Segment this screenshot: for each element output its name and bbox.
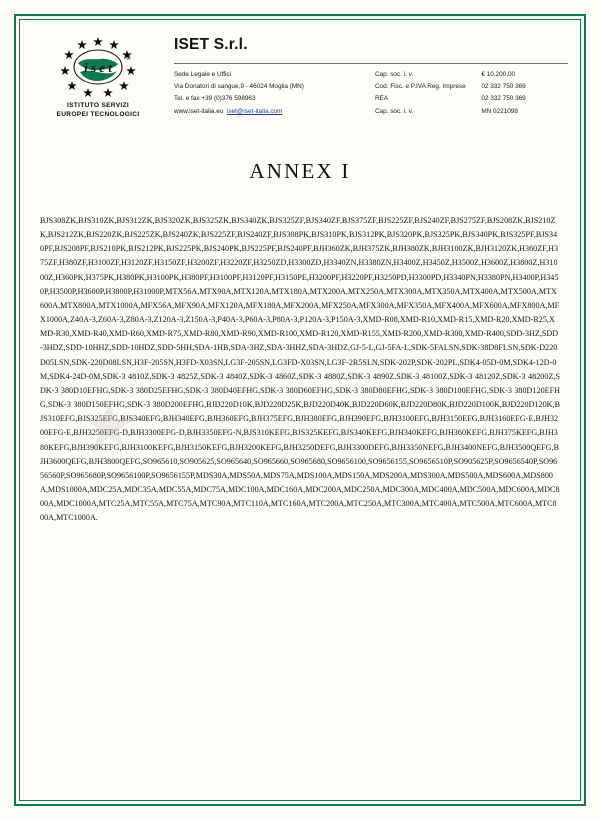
web-contact-cell xyxy=(174,106,375,118)
codes-section xyxy=(32,214,568,525)
phone-value: Tel. e fax +39 (0)376 598963 xyxy=(174,95,256,103)
rea-value: 02 332 750 369 xyxy=(481,95,526,103)
registry-value: MN 0221098 xyxy=(481,107,518,115)
product-codes-text: BJS308ZK,BJS310ZK,BJS312ZK,BJS320ZK,BJS325ZK,BJS340ZK,BJS325ZF,BJS340ZF,BJS375ZF,BJS225ZF,BJS240ZF,BJS275ZF,BJS208ZK,BJS210ZK,BJS212ZK,BJS220ZK,BJS225ZK,BJS240ZK,BJS225ZF,BJS240ZF,BJS308PK,BJS310PK,BJS312PK,BJS320PK,BJS325PK,BJS340PK,BJS325PF,BJS340PF,BJS208PF,BJS210PK,BJS212PK,BJS225PK,BJS240PK,BJS225PF,BJS240PF,BJH360ZK,BJH375ZK,BJH380ZK,BJH3100ZK,BJH3120ZK,H360ZF,H375ZF,H380ZF,H3100ZF,H3120ZF,H3150ZF,H3200ZF,H3220ZF,H3250ZD,H3300ZD,H3340ZN,H3380ZN,H3400Z,H3450Z,H3500Z,H3600Z,H3800Z,H31000Z,H360PK,H375PK,H380PK,H3100PK,H380PF,H3100PF,H3120PF,H3150PE,H3200PF,H3220PF,H3250PD,H3300PD,H3340PN,H3380PN,H3400P,H3450P,H3500P,H3600P,H3800P,H31000P,MTX56A,MTX90A,MTX120A,MTX180A,MTX200A,MTX250A,MTX300A,MTX350A,MTX400A,MTX500A,MTX600A,MTX800A,MTX1000A,MFX56A,MFX90A,MFX120A,MFX180A,MFX200A,MFX250A,MFX300A,MFX350A,MFX400A,MFX600A,MFX800A,MFX1000A,Z40A-3,Z60A-3,Z80A-3,Z120A-3,Z150A-3,P40A-3,P60A-3,P80A-3,P120A-3,P150A-3,XMD-R08,XMD-R10,XMD-R15,XMD-R20,XMD-R25,XMD-R30,XMD-R40,XMD-R60,XMD-R75,XMD-R80,XMD-R90,XMD-R100,XMD-R120,XMD-R155,XMD-R200,XMD-R300,XMD-R400,SDD-3HZ,SDD-3HDZ,SDD-10HHZ,SDD-10HDZ,SDD-5HH,SDA-1HB,SDA-3HZ,SDA-3HHZ,SDA-3HDZ,GJ-5-L,GJ-5FA-L,SDK-5FALSN,SDK-38D8FLSN,SDK-D220D05LSN,SDK-220D08LSN,H3F-205SN,H3FD-X03SN,LG3F-205SN,LG3FD-X03SN,LG3F-2R5SLN,SDK-202P,SDK-202PL,SDK4-05D-0M,SDK4-12D-0M,SDK4-24D-0M,SDK-3 4810Z,SDK-3 4825Z,SDK-3 4840Z,SDK-3 4860Z,SDK-3 4880Z,SDK-3 4890Z,SDK-3 48100Z,SDK-3 48120Z,SDK-3 48200Z,SDK-3 380D10EFHG,SDK-3 380D25EFHG,SDK-3 380D40EFHG,SDK-3 380D60EFHG,SDK-3 380D80EFHG,SDK-3 380D100EFHG,SDK-3 380D120EFHG,SDK-3 380D150EFHG,SDK-3 380D200EFHG,BJD220D10K,BJD220D25K,BJD220D40K,BJD220D60K,BJD220D80K,BJD220D100K,BJD220D120K,BJS310EFG,BJS325EFG,BJS340EFG,BJH340EFG,BJH360EFG,BJH375EFG,BJH380EFG,BJH390EFG,BJH3100EFG,BJH3150EFG,BJH3160EFG-E,BJH3200EFG-E,BJH3250EFG-D,BJH3300EFG-D,BJH3350EFG-N,BJS310KEFG,BJS325KEFG,BJS340KEFG,BJH340KEFG,BJH360KEFG,BJH375KEFG,BJH380KEFG,BJH390KEFG,BJH3100KEFG,BJH3150KEFG,BJH3200KEFG,BJH3250DEFG,BJH3300DEFG,BJH3350NEFG,BJH3400NEFG,BJH3500QEFG,BJH3600QEFG,BJH3800QEFG,SO965610,SO905625,SO965640,SO965660,SO965680,SO9656100,SO9656155,SO9656510P,SO905625P,SO9656540P,SO9656560P,SO965680P,SO9656100P,SO9656155P,MDS30A,MDS50A,MDS75A,MDS100A,MDS150A,MDS200A,MDS300A,MDS500A,MDS600A,MDS800A,MDS1000A,MDC25A,MDC35A,MDC55A,MDC75A,MDC100A,MDC160A,MDC200A,MDC250A,MDC300A,MDC400A,MDC500A,MDC600A,MDC800A,MDC1000A,MTC25A,MTC55A,MTC75A,MTC90A,MTC110A,MTC160A,MTC200A,MTC250A,MTC300A,MTC400A,MTC500A,MTC600A,MTC800A,MTC1000A. xyxy=(40,216,560,523)
table-row xyxy=(174,93,568,105)
vat-label: Cod. Fisc. e P.IVA Reg. Imprese xyxy=(374,83,466,91)
svg-text:i s e t: i s e t xyxy=(84,60,112,75)
email-link[interactable]: iset@iset-italia.com xyxy=(226,107,283,115)
office-label: Sede Legale e Uffici xyxy=(174,71,232,79)
logo-caption-line1: ISTITUTO SERVIZI xyxy=(66,102,130,109)
website-text: www.iset-italia.eu xyxy=(174,107,224,115)
vat-value: 02 332 750 369 xyxy=(481,83,526,91)
company-name: ISET S.r.l. xyxy=(174,36,248,53)
globe-stars-emblem-icon xyxy=(52,36,144,98)
header-divider-top xyxy=(174,63,568,64)
capital-label: Cap. soc. i. v. xyxy=(374,71,414,79)
address-value: Via Donatori di sangue,9 - 46024 Moglia (MN) xyxy=(174,83,304,91)
logo-block xyxy=(32,34,164,119)
company-details-table xyxy=(174,69,568,118)
rea-label: REA xyxy=(374,95,389,103)
logo-caption-line2: EUROPEI TECNOLOGICI xyxy=(56,111,140,118)
logo-caption xyxy=(32,101,164,119)
page-content xyxy=(32,30,568,790)
registry-label: Cap. soc. i. v. xyxy=(374,107,414,115)
letterhead xyxy=(32,30,568,119)
capital-value: € 10.200,00 xyxy=(481,71,516,79)
company-block xyxy=(174,34,568,118)
table-row xyxy=(174,69,568,81)
svg-text:®: ® xyxy=(126,56,131,62)
table-row xyxy=(174,106,568,118)
table-row xyxy=(174,81,568,93)
page-title: ANNEX I xyxy=(249,159,351,183)
